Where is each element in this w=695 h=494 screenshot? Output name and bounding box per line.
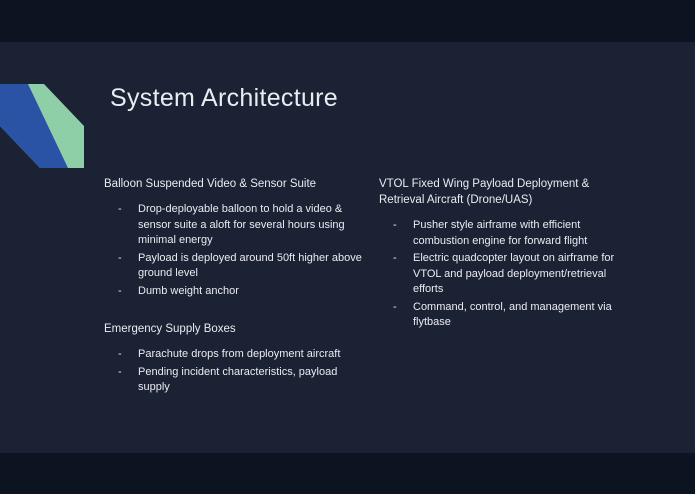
corner-decoration-icon (0, 84, 84, 168)
bottom-band (0, 453, 695, 494)
right-column (379, 176, 629, 333)
list-item: - Drop-deployable balloon to hold a video & sensor suite a aloft for several hours using minimal energy (118, 202, 362, 249)
top-band (0, 0, 695, 42)
list-item: - Pusher style airframe with efficient combustion engine for forward flight (393, 218, 629, 249)
bullet-list-vtol (379, 218, 629, 331)
list-item: - Electric quadcopter layout on airframe for VTOL and payload deployment/retrieval efforts (393, 251, 629, 298)
bullet-list-balloon (104, 202, 362, 299)
left-column (104, 176, 362, 398)
list-item: - Dumb weight anchor (118, 284, 362, 300)
group-heading-balloon: Balloon Suspended Video & Sensor Suite (104, 178, 317, 190)
list-item: - Parachute drops from deployment aircraft (118, 347, 362, 363)
group-heading-vtol: VTOL Fixed Wing Payload Deployment & Retrieval Aircraft (Drone/UAS) (379, 178, 590, 206)
page-title: System Architecture (110, 84, 339, 112)
list-item: - Payload is deployed around 50ft higher above ground level (118, 251, 362, 282)
list-item: - Pending incident characteristics, payload supply (118, 365, 362, 396)
list-item: - Command, control, and management via flytbase (393, 300, 629, 331)
bullet-list-supply-boxes (104, 347, 362, 396)
group-heading-supply-boxes: Emergency Supply Boxes (104, 323, 236, 335)
